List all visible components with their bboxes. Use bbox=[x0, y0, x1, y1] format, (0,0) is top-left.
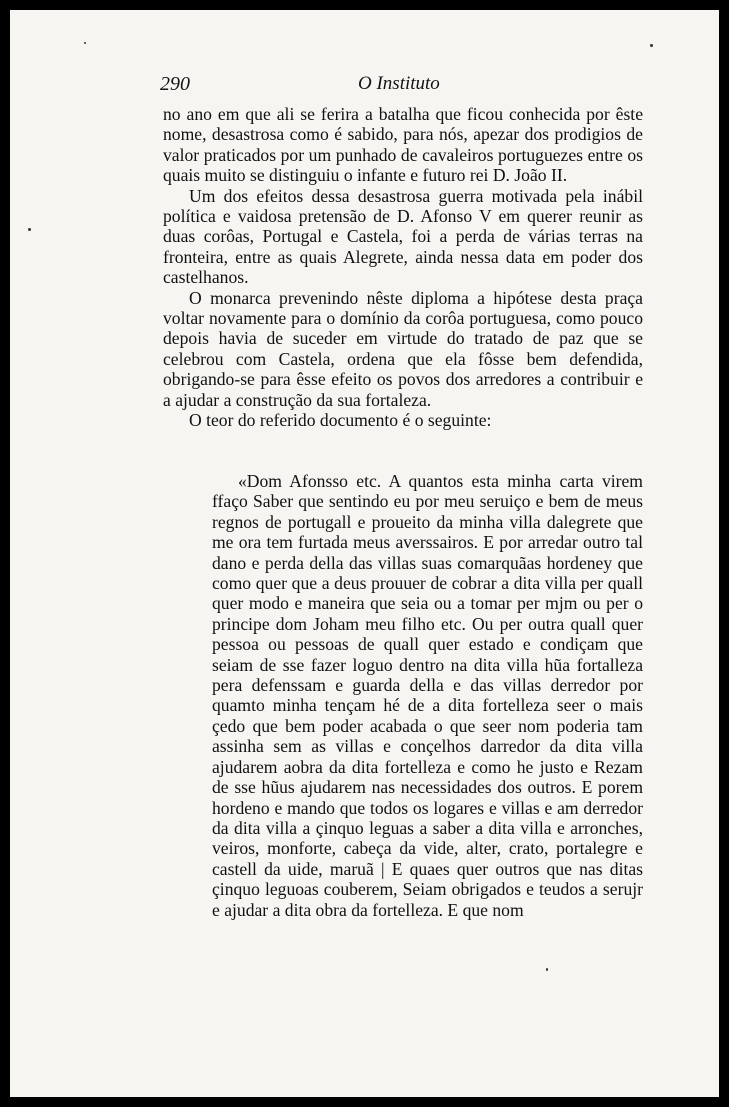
print-speck bbox=[650, 44, 653, 47]
paragraph-1: no ano em que ali se ferira a batalha que ficou conhecida por êste nome, desastrosa como é sabido, para nós, apezar dos prodigios de valor praticados por um punhado de cavaleiros portuguezes entre os quais muito se distinguiu o infante e futuro rei D. João II. bbox=[163, 104, 643, 186]
print-speck bbox=[84, 42, 86, 44]
paragraph-2: Um dos efeitos dessa desastrosa guerra motivada pela inábil política e vaidosa pretensão de D. Afonso V em querer reunir as duas corôas, Portugal e Castela, foi a perda de várias terras na fronteira, entre as quais Alegrete, ainda nessa data em poder dos castelhanos. bbox=[163, 185, 643, 288]
quoted-document: «Dom Afonsso etc. A quantos esta minha carta virem ffaço Saber que sentindo eu por meu seruiço e bem de meus regnos de portugall e proueito da minha villa dalegrete que me ora tem furtada meus averssairos. E por arredar outro tal dano e perda della das villas suas comarquãas hordeney que como quer que a deus prouuer de cobrar a dita villa per quall quer modo e maneira que seia ou a tomar per mjm ou per o principe dom Joham meu filho etc. Ou per outra quall quer pessoa ou pessoas de quall quer estado e condiçam que seiam de sse fazer loguo dentro na dita villa hũa fortalleza pera defenssam e guarda della e das villas derredor por quamto minha tençam hé de a dita fortelleza seer o mais çedo que bem poder acabada o que seer nom poderia tam assinha sem as villas e conçelhos darredor da dita villa ajudarem aobra da dita fortelleza e como he justo e Rezam de sse hũus ajudarem nas necessidades dos outros. E porem hordeno e mando que todos os logares e villas e am derredor da dita villa a çinquo leguas a saber a dita villa e arronches, veiros, monforte, cabeça da vide, alter, crato, portalegre e castell da uide, maruã | E quaes quer outros que nas ditas çinquo leguoas couberem, Seiam obrigados e teudos a serujr e ajudar a dita obra da fortelleza. E que nom bbox=[212, 471, 643, 920]
paragraph-3: O monarca prevenindo nêste diploma a hipótese desta praça voltar novamente para o domínio da corôa portuguesa, como pouco depois havia de suceder em virtude do tratado de paz que se celebrou com Castela, ordena que ela fôsse bem defendida, obrigando-se para êsse efeito os povos dos arredores a contribuir e a ajudar a construção da sua fortaleza. bbox=[163, 287, 643, 410]
paragraph-4: O teor do referido documento é o seguinte: bbox=[189, 410, 492, 431]
print-speck bbox=[546, 968, 548, 971]
book-page bbox=[10, 10, 719, 1097]
body-text bbox=[163, 104, 643, 431]
running-title: O Instituto bbox=[358, 73, 440, 94]
page-header bbox=[10, 73, 719, 99]
page-number: 290 bbox=[160, 73, 190, 95]
print-speck bbox=[28, 228, 31, 231]
